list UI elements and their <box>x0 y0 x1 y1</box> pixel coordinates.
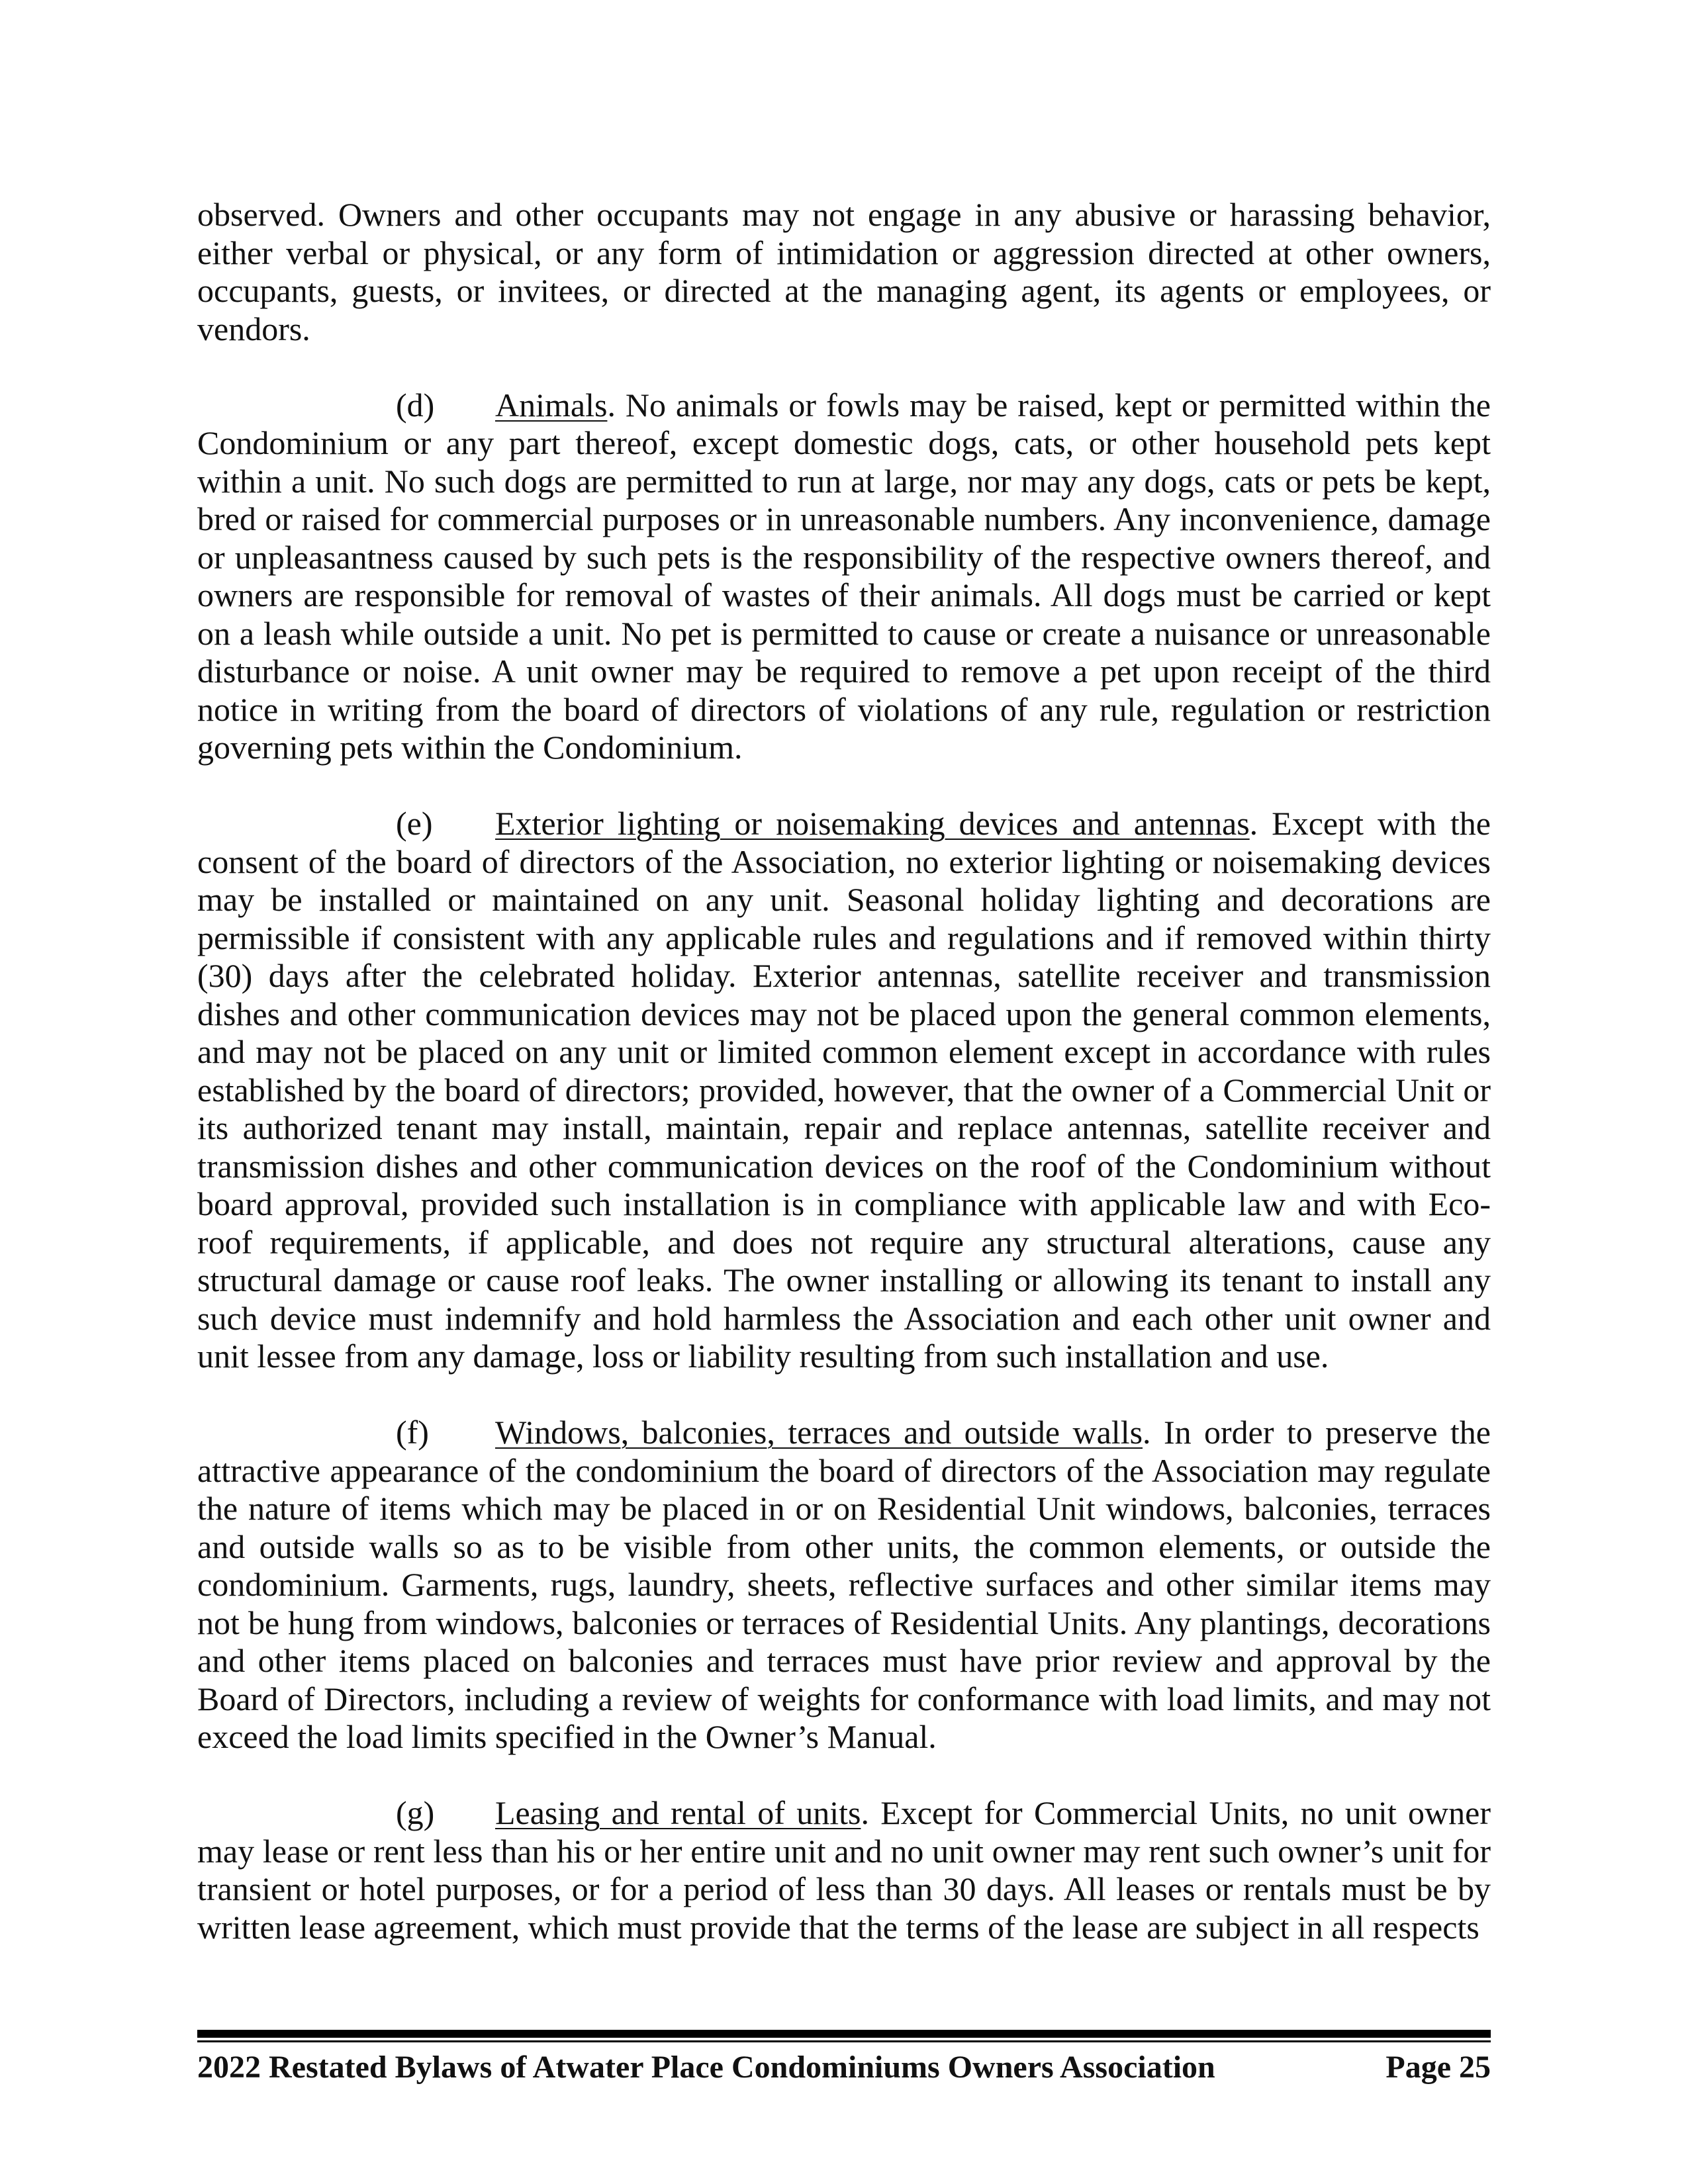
footer-rule-thick <box>197 2030 1491 2038</box>
footer-rule-thin <box>197 2040 1491 2042</box>
section-body: . Except for Commercial Units, no unit owner may lease or rent less than his or her entire unit and no unit owner may rent such owner’s unit for transient or hotel purposes, or for a period of less than 30 days. All leases or rentals must be by written lease agreement, which must provide that the terms of the lease are subject in all respects <box>197 1794 1491 1946</box>
section-paragraph-g <box>197 1794 1491 1946</box>
section-paragraph-e <box>197 805 1491 1376</box>
section-body: . In order to preserve the attractive appearance of the condominium the board of directors of the Association may regulate the nature of items which may be placed in or on Residential Unit windows, balconies, terraces and outside walls so as to be visible from other units, the common elements, or outside the condominium. Garments, rugs, laundry, sheets, reflective surfaces and other similar items may not be hung from windows, balconies or terraces of Residential Units. Any plantings, decorations and other items placed on balconies and terraces must have prior review and approval by the Board of Directors, including a review of weights for conformance with load limits, and may not exceed the load limits specified in the Owner’s Manual. <box>197 1414 1491 1755</box>
page-footer <box>197 2048 1491 2087</box>
footer-title: 2022 Restated Bylaws of Atwater Place Condominiums Owners Association <box>197 2050 1215 2085</box>
document-body <box>197 196 1491 1946</box>
section-body: . No animals or fowls may be raised, kept or permitted within the Condominium or any part thereof, except domestic dogs, cats, or other household pets kept within a unit. No such dogs are permitted to run at large, nor may any dogs, cats or pets be kept, bred or raised for commercial purposes or in unreasonable numbers. Any inconvenience, damage or unpleasantness caused by such pets is the responsibility of the respective owners thereof, and owners are responsible for removal of wastes of their animals. All dogs must be carried or kept on a leash while outside a unit. No pet is permitted to cause or create a nuisance or unreasonable disturbance or noise. A unit owner may be required to remove a pet upon receipt of the third notice in writing from the board of directors of violations of any rule, regulation or restriction governing pets within the Condominium. <box>197 386 1491 766</box>
footer-page-number: Page 25 <box>1385 2050 1491 2085</box>
section-heading: Windows, balconies, terraces and outside walls <box>495 1414 1143 1451</box>
section-marker: (d) <box>396 386 435 424</box>
section-heading: Animals <box>495 386 608 424</box>
section-heading: Leasing and rental of units <box>495 1794 861 1831</box>
section-marker: (g) <box>396 1794 435 1831</box>
section-marker: (e) <box>396 805 433 842</box>
section-marker: (f) <box>396 1414 429 1451</box>
section-heading: Exterior lighting or noisemaking devices and antennas <box>495 805 1250 842</box>
section-paragraph-d <box>197 387 1491 767</box>
intro-paragraph: observed. Owners and other occupants may not engage in any abusive or harassing behavior, either verbal or physical, or any form of intimidation or aggression directed at other owners, occupants, guests, or invitees, or directed at the managing agent, its agents or employees, or vendors. <box>197 196 1491 347</box>
section-paragraph-f <box>197 1414 1491 1756</box>
section-body: . Except with the consent of the board of directors of the Association, no exterior lighting or noisemaking devices may be installed or maintained on any unit. Seasonal holiday lighting and decorations are permissible if consistent with any applicable rules and regulations and if removed within thirty (30) days after the celebrated holiday. Exterior antennas, satellite receiver and transmission dishes and other communication devices may not be placed upon the general common elements, and may not be placed on any unit or limited common element except in accordance with rules established by the board of directors; provided, however, that the owner of a Commercial Unit or its authorized tenant may install, maintain, repair and replace antennas, satellite receiver and transmission dishes and other communication devices on the roof of the Condominium without board approval, provided such installation is in compliance with applicable law and with Eco-roof requirements, if applicable, and does not require any structural alterations, cause any structural damage or cause roof leaks. The owner installing or allowing its tenant to install any such device must indemnify and hold harmless the Association and each other unit owner and unit lessee from any damage, loss or liability resulting from such installation and use. <box>197 805 1491 1375</box>
